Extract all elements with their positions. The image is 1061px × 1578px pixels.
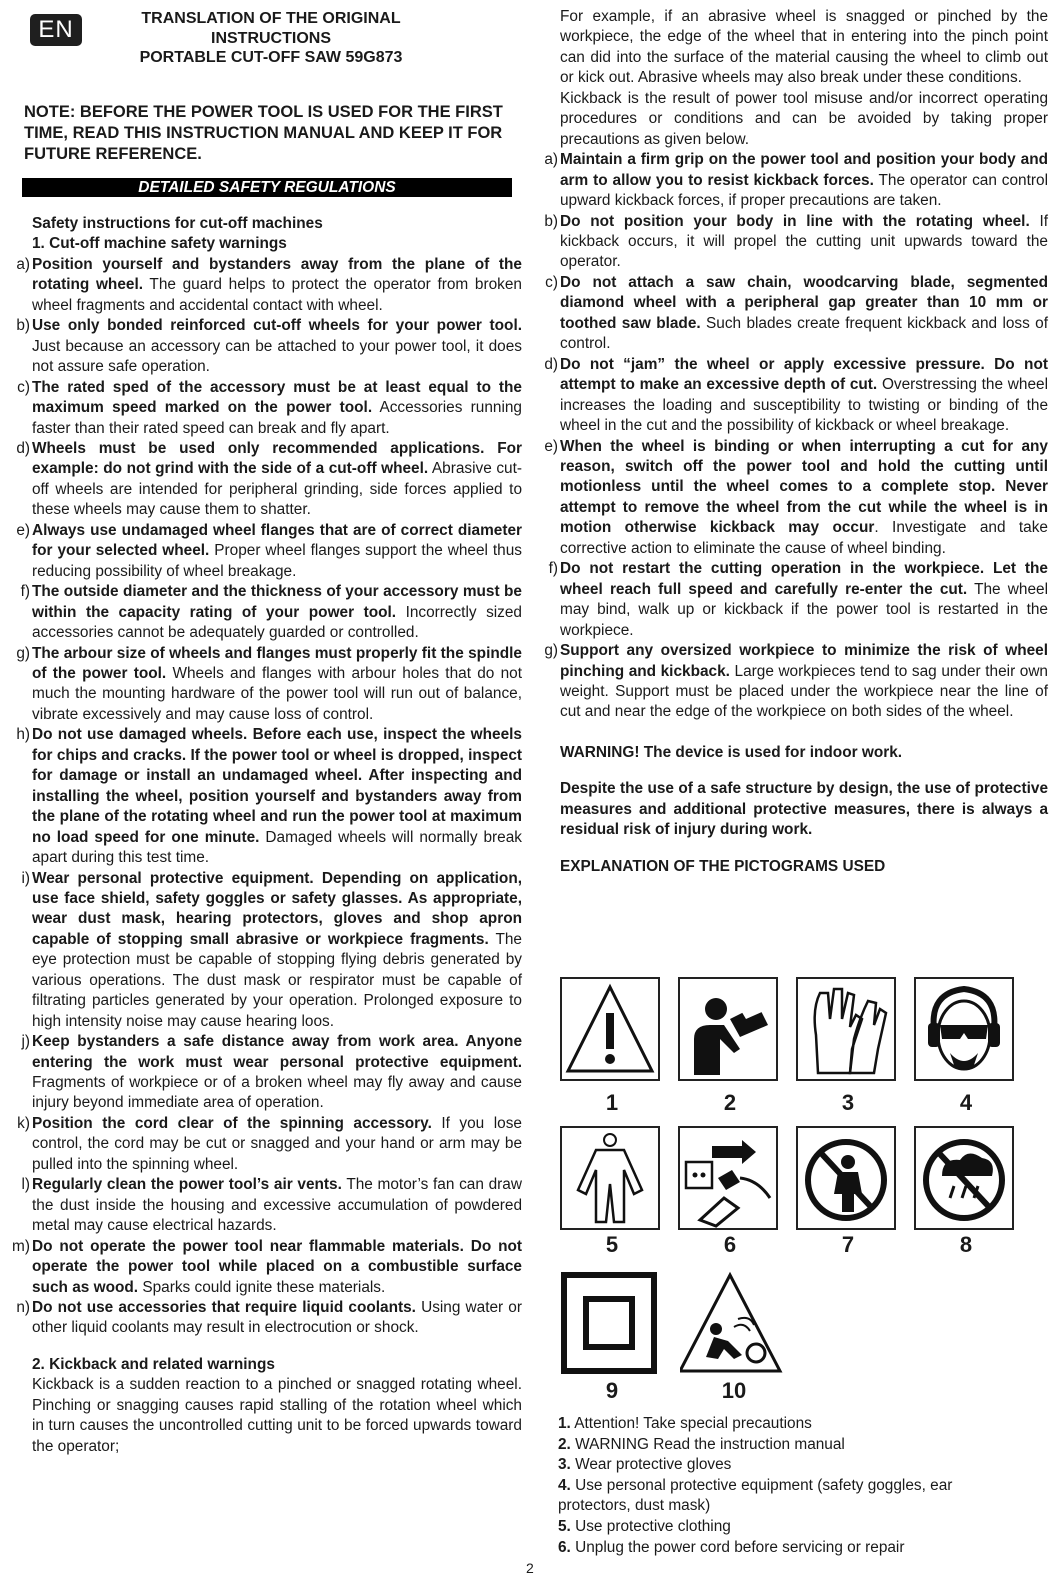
legend-item bbox=[558, 1517, 1028, 1538]
legend-text: Use personal protective equipment (safety goggles, ear protectors, dust mask) bbox=[558, 1476, 953, 1515]
unplug-icon bbox=[678, 1126, 778, 1230]
subheading-kickback: 2. Kickback and related warnings bbox=[32, 1355, 275, 1373]
note-paragraph: NOTE: BEFORE THE POWER TOOL IS USED FOR THE FIRST TIME, READ THIS INSTRUCTION MANUAL AND KEEP IT FOR FUTURE REFERENCE. bbox=[24, 103, 503, 163]
item-text: The motor’s fan can draw the dust inside the housing and excessive accumulation of powdered metal may cause electrical hazards. bbox=[32, 1176, 522, 1235]
right-items bbox=[536, 150, 1048, 723]
list-item bbox=[8, 1114, 522, 1175]
picto-number-5: 5 bbox=[605, 1232, 619, 1257]
picto-number-8: 8 bbox=[959, 1232, 973, 1257]
picto-number-6: 6 bbox=[723, 1232, 737, 1257]
list-item bbox=[8, 378, 522, 439]
item-bold-text: Always use undamaged wheel flanges that are of correct diameter for your selected wheel. bbox=[32, 521, 522, 560]
item-bold-text: Wheels must be used only recommended applications. For example: do not grind with the side of a cut-off wheel. bbox=[32, 439, 522, 478]
item-label: a) bbox=[16, 255, 30, 273]
legend-number: 5. bbox=[558, 1517, 571, 1535]
legend-text: Unplug the power cord before servicing or repair bbox=[570, 1538, 905, 1556]
left-text bbox=[8, 214, 522, 1457]
item-bold-text: Do not operate the power tool near flammable materials. Do not operate the power tool while placed on a combustible surface such as wood. bbox=[32, 1237, 522, 1296]
item-label: e) bbox=[544, 437, 558, 455]
paragraph-kickback-result: Kickback is the result of power tool misuse and/or incorrect operating procedures or conditions and can be avoided by taking proper precautions as given below. bbox=[560, 89, 1048, 148]
list-item bbox=[536, 355, 1048, 437]
title-line-1: TRANSLATION OF THE ORIGINAL bbox=[141, 10, 401, 27]
item-label: l) bbox=[21, 1176, 30, 1194]
item-label: b) bbox=[544, 212, 558, 230]
legend-number: 3. bbox=[558, 1456, 571, 1474]
item-bold-text: Position yourself and bystanders away from the plane of the rotating wheel. bbox=[32, 255, 522, 294]
section-bar: DETAILED SAFETY REGULATIONS bbox=[22, 178, 512, 197]
item-bold-text: Wear personal protective equipment. Depending on application, use face shield, safety goggles or safety glasses. As appropriate, wear dust mask, hearing protectors, gloves and shop apron capable of stopping small abrasive or workpiece fragments. bbox=[32, 869, 522, 948]
item-label: e) bbox=[16, 521, 30, 539]
legend-text: Use protective clothing bbox=[570, 1517, 731, 1535]
item-label: g) bbox=[16, 644, 30, 662]
item-label: k) bbox=[17, 1114, 30, 1132]
list-item bbox=[8, 1237, 522, 1298]
item-bold-text: When the wheel is binding or when interrupting a cut for any reason, switch off the power tool and hold the cutting until motionless until the wheel comes to a complete stop. Never attempt to remove the wheel from the cut while the wheel is in motion otherwise kickback may occur bbox=[560, 437, 1048, 537]
item-text: The operator can control upward kickback forces, if proper precautions are taken. bbox=[560, 171, 1048, 210]
legend-item bbox=[558, 1435, 1028, 1456]
title-line-3: PORTABLE CUT-OFF SAW 59G873 bbox=[139, 49, 403, 66]
item-label: a) bbox=[544, 151, 558, 169]
legend-item bbox=[558, 1538, 1028, 1559]
item-bold-text: Keep bystanders a safe distance away from work area. Anyone entering the work must wear personal protective equipment. bbox=[32, 1033, 522, 1071]
legend-text: WARNING Read the instruction manual bbox=[570, 1435, 845, 1453]
gloves-icon bbox=[796, 977, 896, 1081]
item-label: c) bbox=[17, 378, 30, 396]
list-item bbox=[8, 725, 522, 868]
double-insulation-icon bbox=[560, 1271, 660, 1375]
item-bold-text: Support any oversized workpiece to minimize the risk of wheel pinching and kickback. bbox=[560, 642, 1048, 680]
warning-indoor: WARNING! The device is used for indoor work. bbox=[560, 743, 903, 761]
keep-children-away-icon bbox=[796, 1126, 896, 1230]
kickback-paragraph: Kickback is a sudden reaction to a pinched or snagged rotating wheel. Pinching or snagging causes rapid stalling of the rotation wheel which in turn causes the uncontrolled cutting unit to be forced upwards toward the operator; bbox=[32, 1376, 522, 1455]
item-text: Sparks could ignite these materials. bbox=[138, 1278, 386, 1296]
item-text: Such blades create frequent kickback and loss of control. bbox=[560, 314, 1048, 353]
item-text: Large workpieces tend to sag under their own weight. Support must be placed under the workpiece near the line of cut and near the edge of the workpiece on both sides of the wheel. bbox=[560, 662, 1048, 721]
legend-item bbox=[558, 1455, 1028, 1476]
picto-number-3: 3 bbox=[841, 1090, 855, 1115]
residual-risk: Despite the use of a safe structure by design, the use of protective measures and additional protective measures, there is always a residual risk of injury during work. bbox=[560, 780, 1048, 839]
item-text: If kickback occurs, it will propel the cutting unit upwards toward the operator. bbox=[560, 212, 1048, 271]
list-item bbox=[8, 582, 522, 643]
paragraph-example: For example, if an abrasive wheel is snagged or pinched by the workpiece, the edge of the wheel that in entering into the pinch point can did into the surface of the material causing the wheel to climb out or kick out. Abrasive wheels may also break under these conditions. bbox=[560, 8, 1048, 87]
legend-number: 2. bbox=[558, 1435, 571, 1453]
item-text: Accessories running faster than their rated speed can break and fly apart. bbox=[32, 399, 522, 437]
legend-item bbox=[558, 1476, 1028, 1517]
item-bold-text: Position the cord clear of the spinning accessory. bbox=[32, 1114, 432, 1132]
item-text: Wheels and flanges with arbour holes that do not much the mounting hardware of the power tool will run out of balance, vibrate excessively and may cause loss of control. bbox=[32, 664, 522, 723]
list-item bbox=[8, 869, 522, 1033]
legend-number: 6. bbox=[558, 1538, 571, 1556]
list-item bbox=[536, 641, 1048, 723]
list-item bbox=[8, 644, 522, 726]
page-number: 2 bbox=[526, 1560, 534, 1576]
legend-number: 1. bbox=[558, 1415, 571, 1432]
picto-number-2: 2 bbox=[723, 1090, 737, 1115]
item-label: g) bbox=[544, 642, 558, 660]
subheading-safety: Safety instructions for cut-off machines bbox=[32, 215, 323, 232]
document-title bbox=[96, 9, 446, 68]
list-item bbox=[8, 521, 522, 582]
item-bold-text: Regularly clean the power tool’s air vents. bbox=[32, 1176, 342, 1194]
item-bold-text: Do not use accessories that require liquid coolants. bbox=[32, 1299, 416, 1317]
picto-number-7: 7 bbox=[841, 1232, 855, 1257]
item-text: Fragments of workpiece or of a broken wheel may fly away and cause injury beyond immediate area of operation. bbox=[32, 1074, 522, 1112]
list-item bbox=[8, 316, 522, 377]
item-bold-text: The outside diameter and the thickness of your accessory must be within the capacity rating of your power tool. bbox=[32, 583, 522, 621]
list-item bbox=[8, 1298, 522, 1339]
list-item bbox=[8, 1175, 522, 1236]
language-badge: EN bbox=[30, 14, 82, 46]
list-item bbox=[8, 1032, 522, 1114]
item-text: The eye protection must be capable of stopping flying debris generated by various operations. The dust mask or respirator must be capable of filtrating particles generated by your operation. Prolonged exposure to high intensity noise may cause hearing loos. bbox=[32, 930, 522, 1030]
item-label: d) bbox=[16, 439, 30, 457]
item-bold-text: Use only bonded reinforced cut-off wheels for your power tool. bbox=[32, 317, 522, 335]
pictogram-legend bbox=[558, 1414, 1028, 1558]
item-bold-text: The arbour size of wheels and flanges must properly fit the spindle of the power tool. bbox=[32, 644, 522, 682]
left-items bbox=[8, 255, 522, 1339]
item-label: f) bbox=[548, 560, 558, 578]
item-label: n) bbox=[16, 1299, 30, 1317]
list-item bbox=[536, 212, 1048, 273]
legend-item bbox=[558, 1414, 1028, 1435]
item-label: h) bbox=[16, 726, 30, 744]
no-rain-icon bbox=[914, 1126, 1014, 1230]
item-bold-text: Do not restart the cutting operation in the workpiece. Let the wheel reach full speed and carefully re-enter the cut. bbox=[560, 560, 1048, 598]
item-text: Damaged wheels will normally break apart during this test time. bbox=[32, 828, 522, 867]
item-bold-text: Do not “jam” the wheel or apply excessive pressure. Do not attempt to make an excessive depth of cut. bbox=[560, 355, 1048, 394]
item-text: Incorrectly sized accessories cannot be adequately guarded or controlled. bbox=[32, 603, 522, 642]
list-item bbox=[536, 150, 1048, 211]
item-text: The guard helps to protect the operator from broken wheel fragments and accidental contact with wheel. bbox=[32, 276, 522, 314]
title-line-2: INSTRUCTIONS bbox=[211, 29, 331, 47]
list-item bbox=[8, 439, 522, 521]
picto-number-1: 1 bbox=[605, 1090, 619, 1115]
read-manual-icon bbox=[678, 977, 778, 1081]
item-text: Using water or other liquid coolants may result in electrocution or shock. bbox=[32, 1299, 522, 1337]
item-label: d) bbox=[544, 355, 558, 373]
item-text: Abrasive cut-off wheels are intended for peripheral grinding, side forces applied to these wheels may cause them to shatter. bbox=[32, 460, 522, 519]
right-text bbox=[536, 7, 1048, 877]
list-item bbox=[536, 273, 1048, 355]
list-item bbox=[536, 559, 1048, 641]
item-bold-text: Maintain a firm grip on the power tool and position your body and arm to allow you to resist kickback forces. bbox=[560, 151, 1048, 189]
warning-triangle-icon bbox=[560, 977, 660, 1081]
item-bold-text: The rated sped of the accessory must be at least equal to the maximum speed marked on the power tool. bbox=[32, 378, 522, 417]
item-text: Overstressing the wheel increases the loading and susceptibility to twisting or binding of the wheel in the cut and the possibility of kickback or wheel breakage. bbox=[560, 376, 1048, 435]
item-text: Just because an accessory can be attached to your power tool, it does not assure safe operation. bbox=[32, 337, 522, 376]
item-bold-text: Do not use damaged wheels. Before each use, inspect the wheels for chips and cracks. If the power tool or wheel is dropped, inspect for damage or install an undamaged wheel. After inspecting and installing the wheel, position yourself and bystanders away from the plane of the rotating wheel and run the power tool at maximum no load speed for one minute. bbox=[32, 726, 522, 846]
item-bold-text: Do not position your body in line with the rotating wheel. bbox=[560, 212, 1030, 230]
kickback-warning-icon bbox=[680, 1271, 780, 1375]
protective-clothing-icon bbox=[560, 1126, 660, 1230]
item-label: b) bbox=[16, 317, 30, 335]
picto-number-4: 4 bbox=[959, 1090, 973, 1115]
item-label: i) bbox=[21, 869, 30, 887]
legend-number: 4. bbox=[558, 1476, 571, 1494]
list-item bbox=[8, 255, 522, 316]
item-label: f) bbox=[20, 583, 30, 601]
item-text: Proper wheel flanges support the wheel thus reducing possibility of wheel breakage. bbox=[32, 542, 522, 580]
item-text: If you lose control, the cord may be cut or snagged and your hand or arm may be pulled into the spinning wheel. bbox=[32, 1114, 522, 1173]
item-text: . Investigate and take corrective action to eliminate the cause of wheel binding. bbox=[560, 519, 1048, 557]
item-label: c) bbox=[545, 273, 558, 291]
protective-equipment-icon bbox=[914, 977, 1014, 1081]
legend-text: Attention! Take special precautions bbox=[570, 1415, 812, 1432]
list-item bbox=[536, 437, 1048, 560]
item-text: The wheel may bind, walk up or kickback if the power tool is restarted in the workpiece. bbox=[560, 580, 1049, 639]
legend-text: Wear protective gloves bbox=[570, 1456, 732, 1474]
pictogram-title: EXPLANATION OF THE PICTOGRAMS USED bbox=[560, 857, 886, 875]
picto-number-10: 10 bbox=[721, 1378, 747, 1403]
item-label: j) bbox=[21, 1033, 30, 1051]
item-bold-text: Do not attach a saw chain, woodcarving blade, segmented diamond wheel with a peripheral gap greater than 10 mm or toothed saw blade. bbox=[560, 273, 1048, 332]
picto-number-9: 9 bbox=[605, 1378, 619, 1403]
item-label: m) bbox=[12, 1237, 30, 1255]
subheading-warnings: 1. Cut-off machine safety warnings bbox=[32, 235, 287, 253]
